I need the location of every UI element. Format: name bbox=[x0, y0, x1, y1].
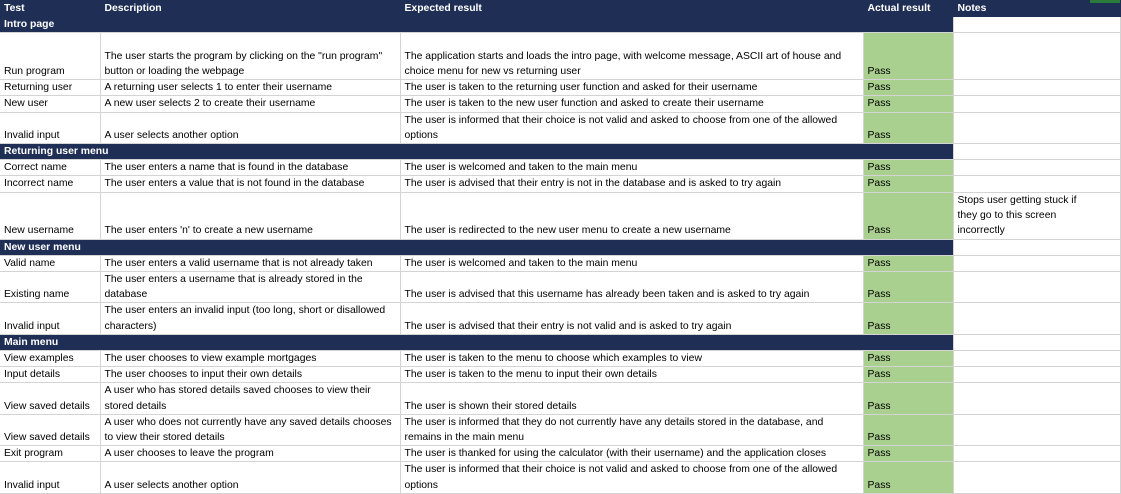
section-title[interactable]: Main menu bbox=[0, 334, 953, 350]
cell-notes[interactable] bbox=[953, 462, 1120, 493]
cell-expected-result[interactable] bbox=[400, 160, 863, 176]
selection-marker bbox=[1090, 0, 1120, 3]
cell-test[interactable]: Input details bbox=[0, 367, 100, 383]
cell-actual-result[interactable]: Pass bbox=[863, 367, 953, 383]
cell-line: to view their stored details bbox=[104, 432, 225, 444]
cell-description[interactable] bbox=[100, 112, 400, 143]
cell-actual-result[interactable]: Pass bbox=[863, 462, 953, 493]
cell-description[interactable] bbox=[100, 80, 400, 96]
cell-test[interactable]: Incorrect name bbox=[0, 176, 100, 192]
cell-notes[interactable] bbox=[953, 160, 1120, 176]
cell-line: stored details bbox=[104, 400, 167, 412]
cell-line: A returning user selects 1 to enter their username bbox=[104, 82, 333, 94]
table-row bbox=[0, 446, 1120, 462]
cell-notes[interactable] bbox=[953, 33, 1120, 80]
cell-line: The user enters 'n' to create a new username bbox=[104, 225, 313, 237]
cell-test[interactable]: Returning user bbox=[0, 80, 100, 96]
cell-test[interactable]: View saved details bbox=[0, 383, 100, 414]
cell-line: The user is taken to the new user function and asked to create their username bbox=[404, 98, 764, 110]
cell-line: they go to this screen bbox=[957, 210, 1057, 222]
cell-actual-result[interactable]: Pass bbox=[863, 255, 953, 271]
cell-line: characters) bbox=[104, 320, 157, 332]
cell-line: The user is redirected to the new user menu to create a new username bbox=[404, 225, 731, 237]
cell-expected-result[interactable] bbox=[400, 255, 863, 271]
cell-line: incorrectly bbox=[957, 225, 1005, 237]
table-row bbox=[0, 272, 1120, 303]
cell-line: The user enters a valid username that is not already taken bbox=[104, 257, 373, 269]
cell-expected-result[interactable] bbox=[400, 96, 863, 112]
table-row bbox=[0, 80, 1120, 96]
cell-test[interactable]: Correct name bbox=[0, 160, 100, 176]
cell-description[interactable] bbox=[100, 255, 400, 271]
cell-line: The user is shown their stored details bbox=[404, 400, 577, 412]
cell-line: The user chooses to view example mortgages bbox=[104, 353, 317, 365]
cell-line: A user who has stored details saved chooses to view their bbox=[104, 385, 371, 397]
cell-notes[interactable] bbox=[953, 303, 1120, 334]
cell-expected-result[interactable] bbox=[400, 176, 863, 192]
cell-expected-result[interactable] bbox=[400, 462, 863, 493]
cell-actual-result[interactable]: Pass bbox=[863, 192, 953, 239]
cell-expected-result[interactable] bbox=[400, 272, 863, 303]
cell-expected-result[interactable] bbox=[400, 33, 863, 80]
cell-notes[interactable] bbox=[953, 192, 1120, 239]
cell-description[interactable] bbox=[100, 272, 400, 303]
cell-actual-result[interactable]: Pass bbox=[863, 351, 953, 367]
table-row bbox=[0, 462, 1120, 493]
cell-notes[interactable] bbox=[953, 272, 1120, 303]
cell-line: database bbox=[104, 289, 148, 301]
cell-line: The user enters a username that is already stored in the bbox=[104, 274, 363, 286]
cell-notes[interactable] bbox=[953, 351, 1120, 367]
cell-expected-result[interactable] bbox=[400, 303, 863, 334]
cell-notes[interactable] bbox=[953, 367, 1120, 383]
cell-notes[interactable] bbox=[953, 96, 1120, 112]
cell-test[interactable]: Invalid input bbox=[0, 112, 100, 143]
cell-expected-result[interactable] bbox=[400, 351, 863, 367]
cell-line: The user is thanked for using the calculator (with their username) and the application closes bbox=[404, 448, 827, 460]
cell-line: The user is informed that their choice is not valid and asked to choose from one of the allowed bbox=[404, 114, 838, 126]
header-expected-result[interactable]: Expected result bbox=[400, 0, 863, 17]
cell-line: remains in the main menu bbox=[404, 432, 525, 444]
cell-line: The user is informed that their choice is not valid and asked to choose from one of the allowed bbox=[404, 464, 838, 476]
cell-notes[interactable] bbox=[953, 112, 1120, 143]
cell-expected-result[interactable] bbox=[400, 414, 863, 445]
table-row bbox=[0, 33, 1120, 80]
cell-line: Stops user getting stuck if bbox=[957, 195, 1077, 207]
cell-description[interactable] bbox=[100, 176, 400, 192]
table-row bbox=[0, 96, 1120, 112]
cell-actual-result[interactable]: Pass bbox=[863, 160, 953, 176]
cell-test[interactable]: Invalid input bbox=[0, 462, 100, 493]
cell-description[interactable] bbox=[100, 462, 400, 493]
table-row bbox=[0, 351, 1120, 367]
header-test[interactable]: Test bbox=[0, 0, 100, 17]
cell-notes[interactable] bbox=[953, 176, 1120, 192]
cell-line: The user is advised that their entry is not valid and is asked to try again bbox=[404, 320, 732, 332]
cell-description[interactable] bbox=[100, 160, 400, 176]
cell-actual-result[interactable]: Pass bbox=[863, 96, 953, 112]
section-row bbox=[0, 144, 1120, 160]
cell-line: choice menu for new vs returning user bbox=[404, 66, 581, 77]
cell-expected-result[interactable] bbox=[400, 112, 863, 143]
section-notes-cell[interactable] bbox=[953, 144, 1120, 160]
cell-line: A new user selects 2 to create their username bbox=[104, 98, 316, 110]
table-row bbox=[0, 192, 1120, 239]
cell-notes[interactable] bbox=[953, 414, 1120, 445]
cell-expected-result[interactable] bbox=[400, 367, 863, 383]
cell-actual-result[interactable]: Pass bbox=[863, 272, 953, 303]
cell-line: The user enters a value that is not found in the database bbox=[104, 178, 365, 190]
cell-line: button or loading the webpage bbox=[104, 66, 245, 77]
cell-line: The user is advised that this username has already been taken and is asked to try again bbox=[404, 289, 810, 301]
table-row bbox=[0, 303, 1120, 334]
section-row bbox=[0, 239, 1120, 255]
cell-test[interactable]: Existing name bbox=[0, 272, 100, 303]
cell-expected-result[interactable] bbox=[400, 446, 863, 462]
cell-actual-result[interactable]: Pass bbox=[863, 414, 953, 445]
cell-line: The user enters an invalid input (too long, short or disallowed bbox=[104, 305, 386, 317]
cell-line: The user is taken to the menu to input their own details bbox=[404, 369, 657, 381]
cell-line: The user enters a name that is found in the database bbox=[104, 162, 349, 174]
cell-test[interactable]: Invalid input bbox=[0, 303, 100, 334]
cell-line: The user is informed that they do not currently have any details stored in the database, and bbox=[404, 416, 824, 428]
cell-description[interactable] bbox=[100, 383, 400, 414]
header-actual-result[interactable]: Actual result bbox=[863, 0, 953, 17]
cell-test[interactable]: View examples bbox=[0, 351, 100, 367]
table-row bbox=[0, 383, 1120, 414]
cell-description[interactable] bbox=[100, 414, 400, 445]
table-row bbox=[0, 367, 1120, 383]
section-row bbox=[0, 17, 1120, 33]
table-row bbox=[0, 112, 1120, 143]
cell-test[interactable]: Run program bbox=[0, 33, 100, 80]
cell-line: A user selects another option bbox=[104, 129, 239, 141]
cell-expected-result[interactable] bbox=[400, 383, 863, 414]
cell-line: The user chooses to input their own details bbox=[104, 369, 303, 381]
section-notes-cell[interactable] bbox=[953, 334, 1120, 350]
cell-line: A user selects another option bbox=[104, 479, 239, 491]
cell-line: The user starts the program by clicking on the "run program" bbox=[104, 50, 383, 62]
cell-test[interactable]: Exit program bbox=[0, 446, 100, 462]
cell-expected-result[interactable] bbox=[400, 80, 863, 96]
cell-description[interactable] bbox=[100, 96, 400, 112]
cell-description[interactable] bbox=[100, 303, 400, 334]
table-row bbox=[0, 176, 1120, 192]
cell-actual-result[interactable]: Pass bbox=[863, 33, 953, 80]
cell-line: options bbox=[404, 129, 439, 141]
cell-notes[interactable] bbox=[953, 255, 1120, 271]
cell-line: The application starts and loads the intro page, with welcome message, ASCII art of house and bbox=[404, 50, 842, 62]
cell-test[interactable]: Valid name bbox=[0, 255, 100, 271]
header-notes[interactable]: Notes bbox=[953, 0, 1120, 17]
header-row bbox=[0, 0, 1120, 17]
cell-expected-result[interactable] bbox=[400, 192, 863, 239]
cell-line: The user is taken to the menu to choose which examples to view bbox=[404, 353, 702, 365]
cell-description[interactable] bbox=[100, 367, 400, 383]
cell-actual-result[interactable]: Pass bbox=[863, 80, 953, 96]
cell-description[interactable] bbox=[100, 33, 400, 80]
section-title[interactable]: Returning user menu bbox=[0, 144, 953, 160]
cell-actual-result[interactable]: Pass bbox=[863, 303, 953, 334]
cell-line: A user who does not currently have any saved details chooses bbox=[104, 416, 392, 428]
cell-line: The user is welcomed and taken to the main menu bbox=[404, 162, 638, 174]
cell-line: The user is welcomed and taken to the main menu bbox=[404, 257, 638, 269]
cell-actual-result[interactable]: Pass bbox=[863, 112, 953, 143]
section-row bbox=[0, 334, 1120, 350]
cell-line: options bbox=[404, 479, 439, 491]
cell-description[interactable] bbox=[100, 192, 400, 239]
cell-notes[interactable] bbox=[953, 80, 1120, 96]
section-notes-cell[interactable] bbox=[953, 17, 1120, 33]
cell-line: The user is taken to the returning user function and asked for their username bbox=[404, 82, 758, 94]
table-row bbox=[0, 255, 1120, 271]
table-row bbox=[0, 414, 1120, 445]
section-notes-cell[interactable] bbox=[953, 239, 1120, 255]
cell-description[interactable] bbox=[100, 351, 400, 367]
section-title[interactable]: Intro page bbox=[0, 17, 953, 33]
section-title[interactable]: New user menu bbox=[0, 239, 953, 255]
header-description[interactable]: Description bbox=[100, 0, 400, 17]
cell-actual-result[interactable]: Pass bbox=[863, 383, 953, 414]
cell-line: A user chooses to leave the program bbox=[104, 448, 274, 460]
cell-line: The user is advised that their entry is not in the database and is asked to try again bbox=[404, 178, 782, 190]
cell-test[interactable]: New username bbox=[0, 192, 100, 239]
cell-notes[interactable] bbox=[953, 446, 1120, 462]
cell-test[interactable]: View saved details bbox=[0, 414, 100, 445]
cell-description[interactable] bbox=[100, 446, 400, 462]
cell-actual-result[interactable]: Pass bbox=[863, 446, 953, 462]
cell-actual-result[interactable]: Pass bbox=[863, 176, 953, 192]
table-row bbox=[0, 160, 1120, 176]
cell-test[interactable]: New user bbox=[0, 96, 100, 112]
cell-notes[interactable] bbox=[953, 383, 1120, 414]
